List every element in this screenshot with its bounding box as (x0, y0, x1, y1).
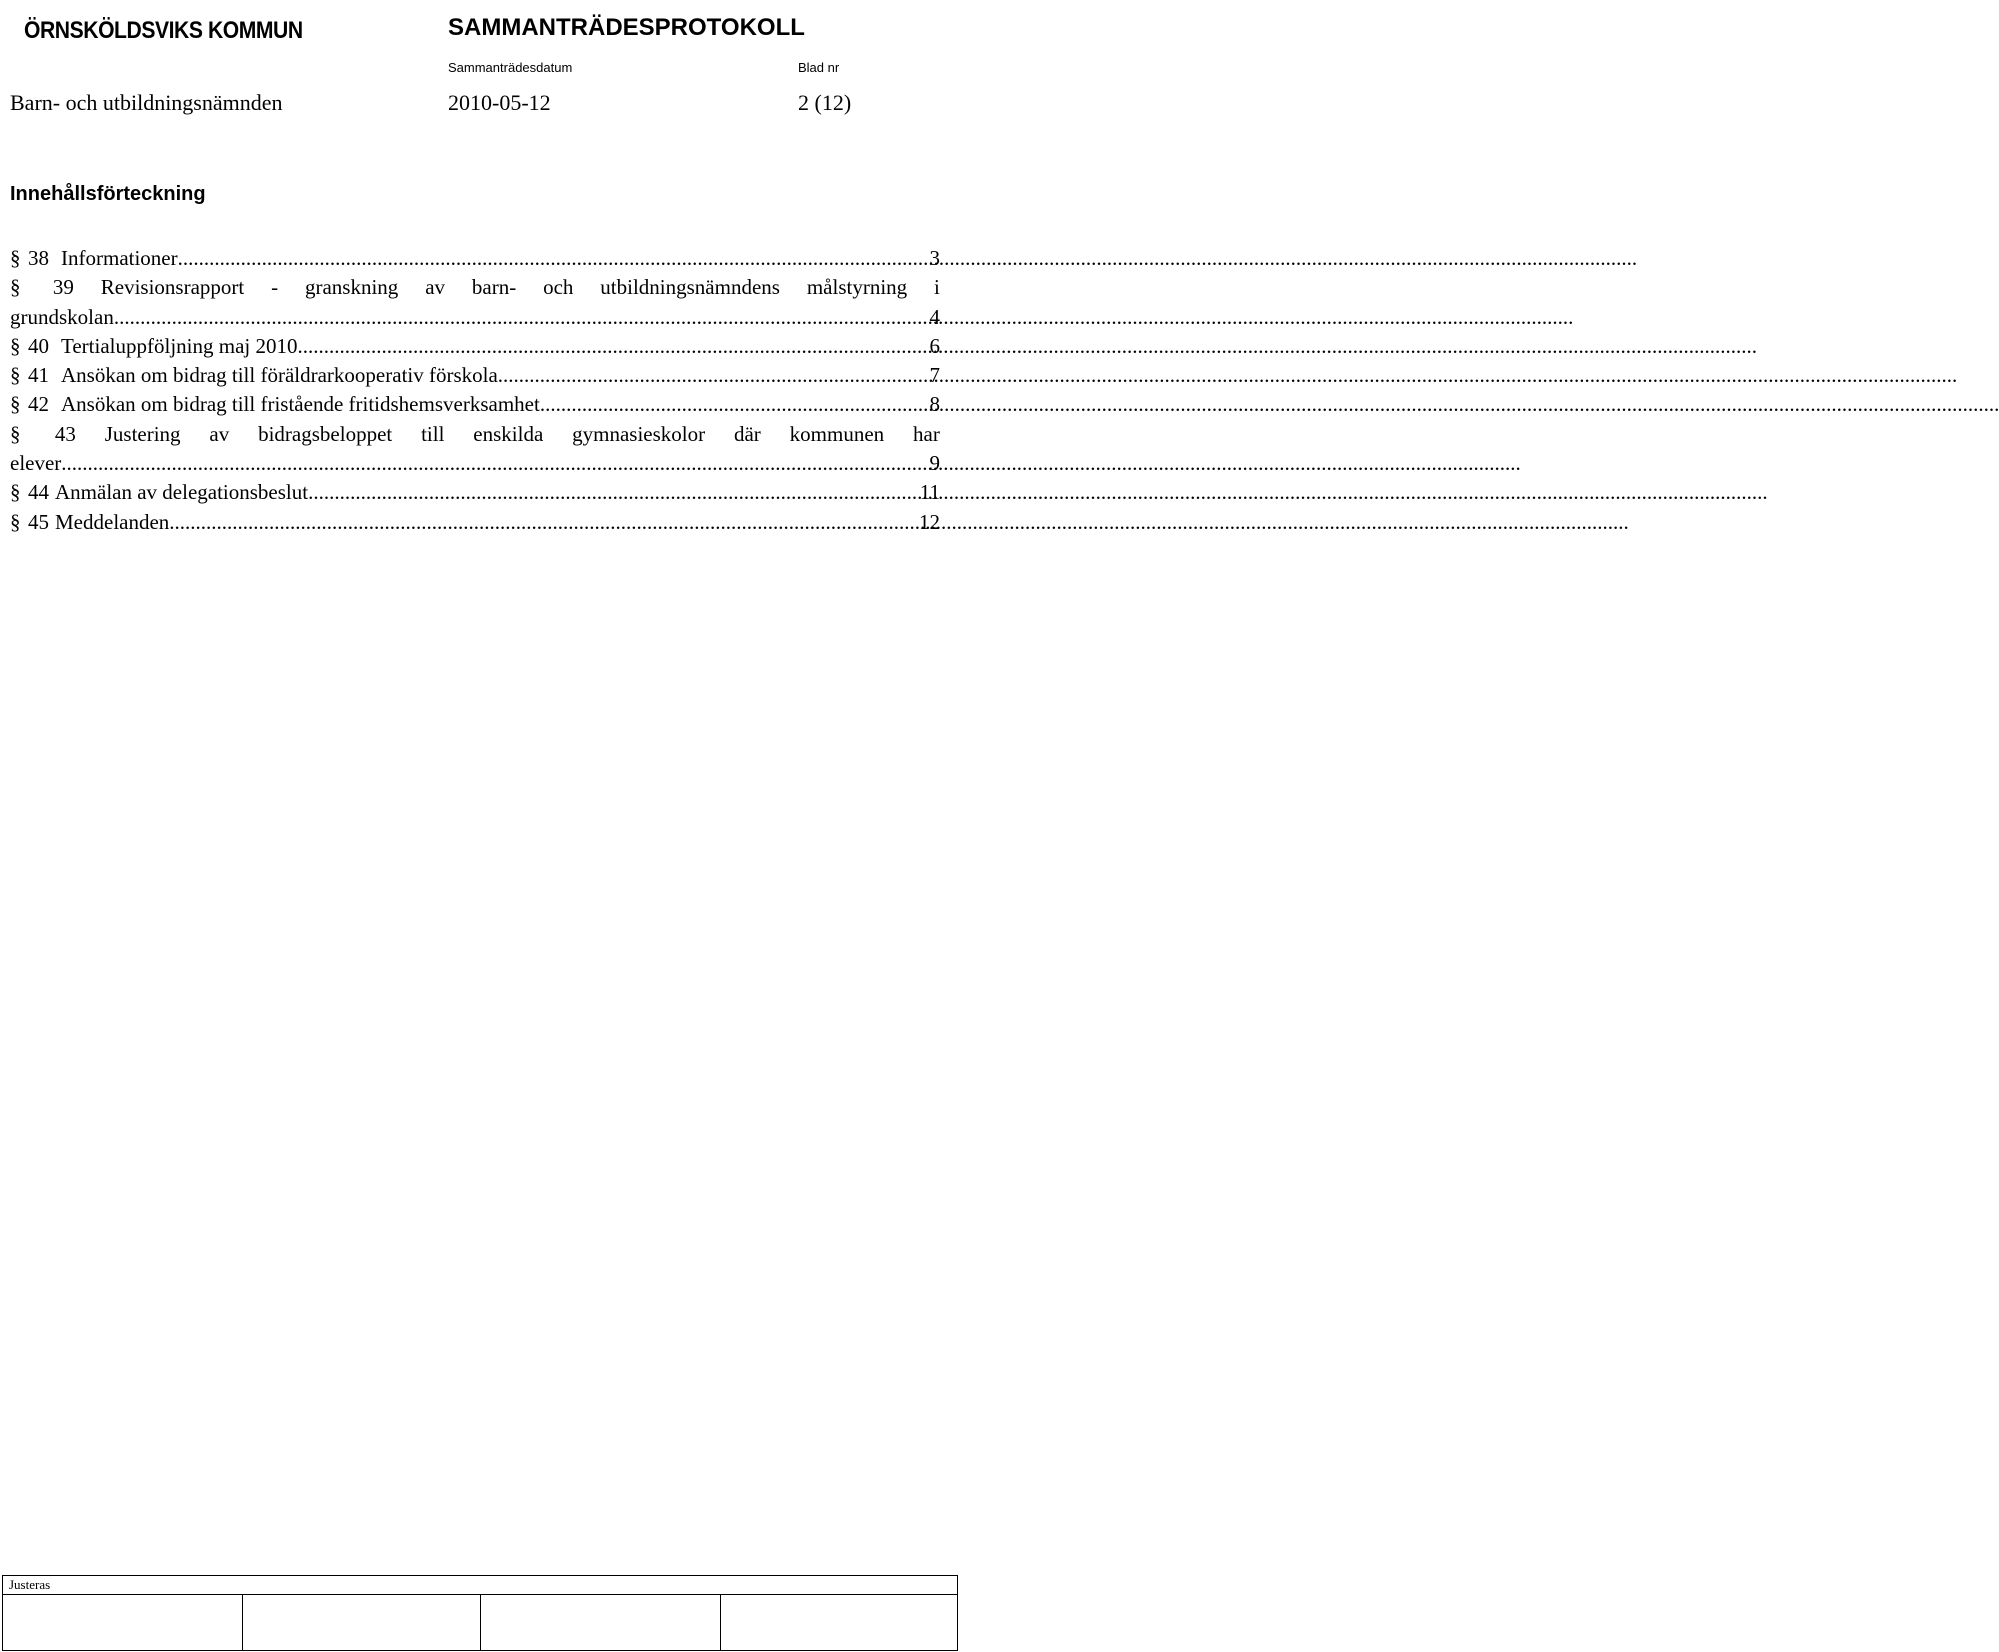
toc-entry-text: Ansökan om bidrag till fristående fritidshemsverksamhet (61, 392, 540, 417)
section-icon: § (10, 246, 21, 270)
section-icon: § (10, 509, 21, 534)
committee-name: Barn- och utbildningsnämnden (10, 90, 283, 115)
dot-leader (114, 303, 930, 332)
toc-entry-continuation[interactable] (10, 449, 940, 478)
municipality-logo (18, 6, 318, 56)
toc-entry-page: 7 (929, 363, 940, 388)
page-number: 2 (12) (798, 90, 852, 115)
toc-entry-number: 38 (28, 246, 49, 270)
toc-entry-page: 12 (919, 509, 940, 534)
signature-cells (3, 1595, 957, 1650)
toc-entry[interactable] (10, 332, 940, 361)
toc-entry-word: granskning (304, 275, 399, 300)
toc-entry-page: 9 (929, 451, 940, 476)
document-title: SAMMANTRÄDESPROTOKOLL (448, 14, 805, 41)
toc-entry-word: i (934, 275, 940, 300)
logo-text: ÖRNSKÖLDSVIKS KOMMUN (24, 17, 303, 44)
toc-entry-number: 42 (28, 392, 49, 417)
toc-entry[interactable] (10, 244, 940, 273)
toc-entry-word: målstyrning (806, 275, 908, 300)
signature-cell[interactable] (481, 1595, 721, 1650)
toc-entry-word: och (543, 275, 574, 300)
section-icon: § (10, 480, 21, 505)
toc-entry-word: gymnasieskolor (572, 421, 706, 446)
toc-entry-word: barn- (471, 275, 517, 300)
toc-entry-number: 39 (52, 275, 74, 300)
toc-entry-text: Anmälan av delegationsbeslut (55, 480, 309, 505)
toc-entry-text: Meddelanden (55, 509, 170, 534)
toc-entry-page: 8 (929, 392, 940, 417)
toc-entry-word: Justering (104, 421, 181, 446)
signature-table (2, 1575, 958, 1651)
toc-entry[interactable] (10, 361, 940, 390)
toc-entry-word: till (421, 421, 445, 446)
signature-cell[interactable] (3, 1595, 243, 1650)
date-label: Sammanträdesdatum (448, 60, 573, 75)
section-icon: § (10, 363, 21, 388)
toc-entry-word: bidragsbeloppet (258, 421, 393, 446)
toc-heading: Innehållsförteckning (10, 183, 206, 205)
toc-entry[interactable] (10, 508, 940, 537)
signature-cell[interactable] (243, 1595, 481, 1650)
toc-entry-text: Tertialuppföljning maj 2010 (61, 333, 298, 358)
dot-leader (308, 478, 920, 507)
section-icon: § (10, 333, 21, 358)
toc-entry-page: 3 (929, 246, 940, 270)
dot-leader (178, 244, 930, 273)
toc-entry[interactable] (10, 273, 940, 302)
dot-leader (169, 508, 919, 537)
toc-entry[interactable] (10, 478, 940, 507)
toc-entry-word: kommunen (789, 421, 885, 446)
toc-entry[interactable] (10, 420, 940, 449)
toc-entry-word: Revisionsrapport (100, 275, 245, 300)
toc-entry-word: utbildningsnämndens (600, 275, 780, 300)
toc-entry-page: 4 (929, 304, 940, 329)
toc-entry-number: 40 (28, 333, 49, 358)
toc-entry-number: 45 (28, 509, 49, 534)
toc-entry-number: 41 (28, 363, 49, 388)
signature-table-header (3, 1576, 957, 1595)
toc-entry-page: 11 (919, 480, 940, 505)
toc-entry-word: enskilda (473, 421, 544, 446)
dot-leader (61, 449, 929, 478)
justeras-label: Justeras (9, 1577, 51, 1592)
toc-entry-word: har (913, 421, 940, 446)
toc-entry-number: 43 (54, 421, 76, 446)
toc-entry-word: - (271, 275, 279, 300)
toc-entry-page: 6 (929, 333, 940, 358)
toc-entry-text: Informationer (61, 246, 178, 270)
meeting-date: 2010-05-12 (448, 90, 551, 115)
toc-entry-word: av (425, 275, 446, 300)
toc-entry-text: grundskolan (10, 304, 114, 329)
toc-entry-word: av (209, 421, 230, 446)
toc-entry-number: 44 (28, 480, 49, 505)
section-icon: § (10, 275, 21, 300)
dot-leader (498, 361, 930, 390)
page-label: Blad nr (798, 60, 840, 75)
toc-entry[interactable] (10, 390, 940, 419)
toc-entry-text: Ansökan om bidrag till föräldrarkooperativ förskola (61, 363, 498, 388)
toc-entry-word: där (733, 421, 761, 446)
section-icon: § (10, 421, 21, 446)
toc-entry-text: elever (10, 451, 62, 476)
dot-leader (540, 390, 930, 419)
section-icon: § (10, 392, 21, 417)
toc-entry-continuation[interactable] (10, 303, 940, 332)
dot-leader (298, 332, 930, 361)
signature-cell[interactable] (721, 1595, 957, 1650)
table-of-contents (10, 244, 940, 537)
